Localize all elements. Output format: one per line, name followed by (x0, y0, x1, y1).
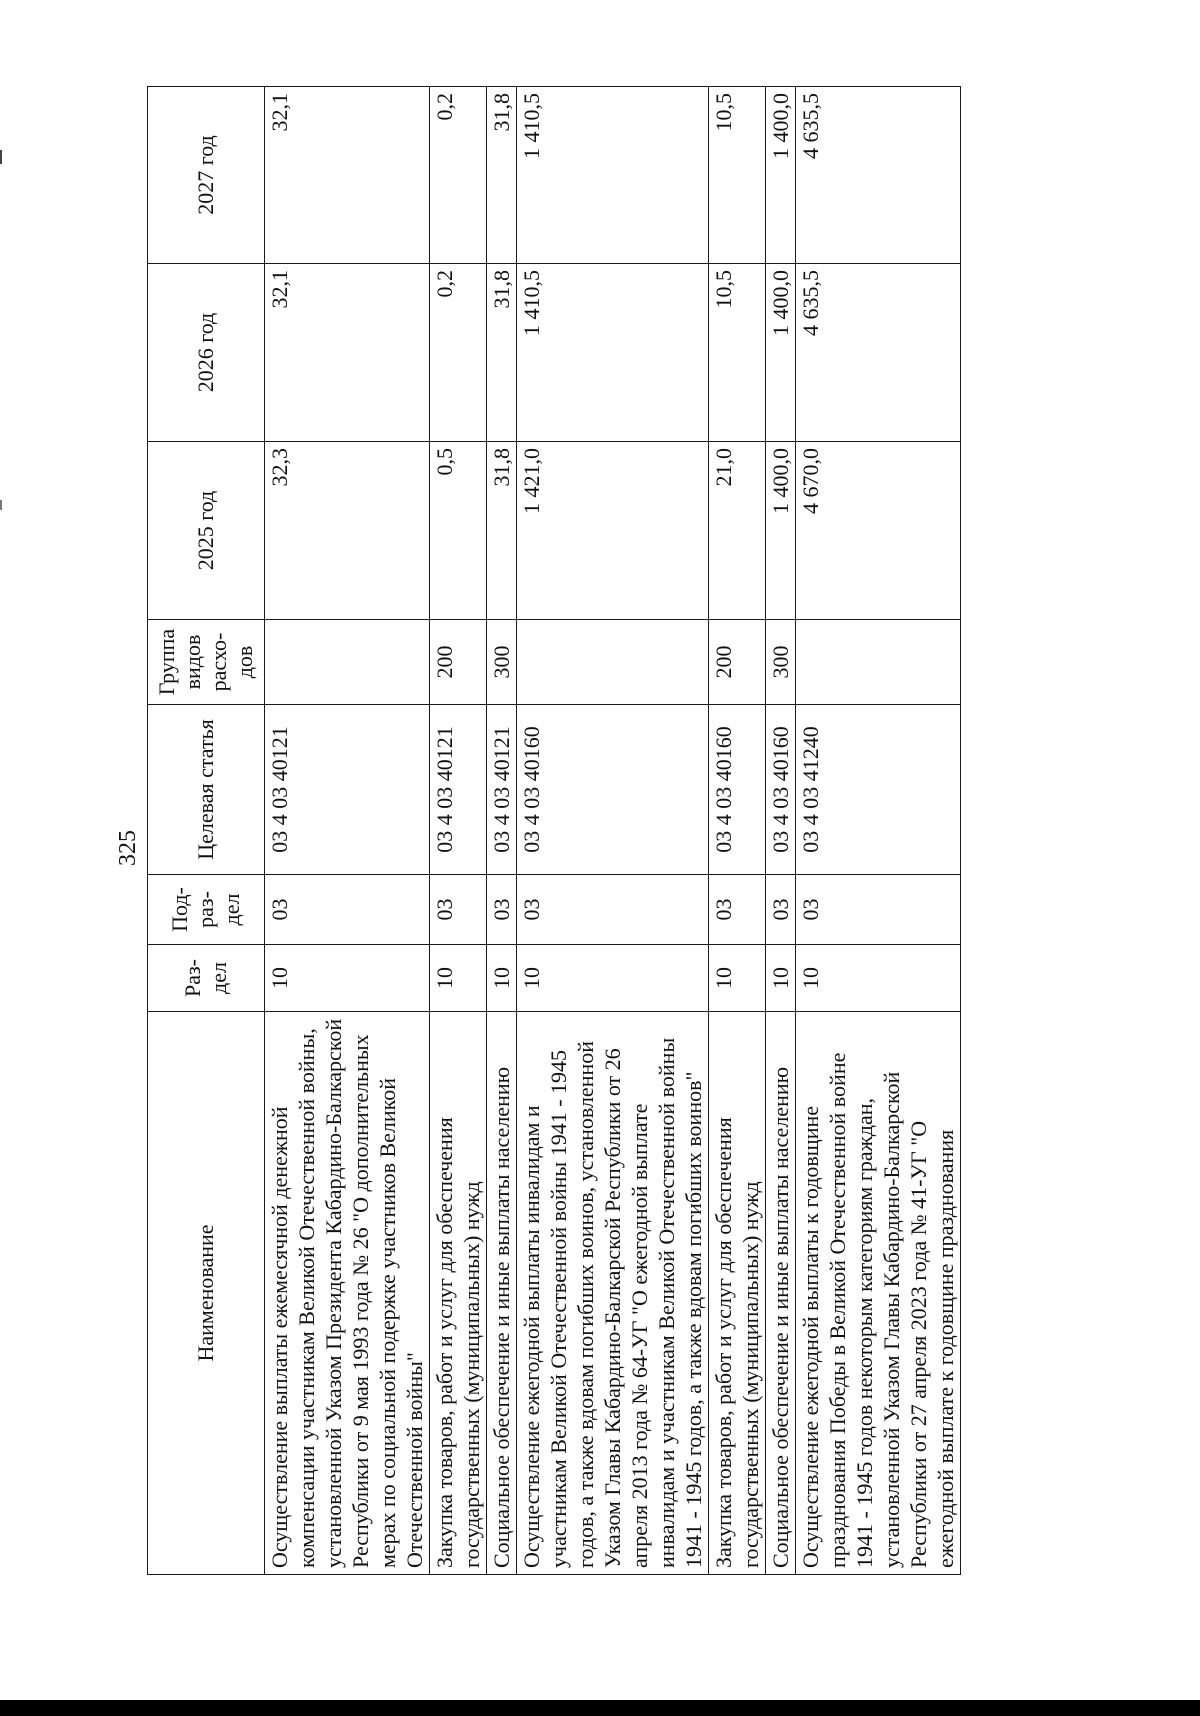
table-row (709, 87, 766, 1575)
header-target-article: Целевая статья (148, 705, 265, 875)
table-header-row (148, 87, 265, 1575)
header-subsection: Под-раз-дел (148, 875, 265, 945)
row-value-2026: 1 400,0 (766, 264, 796, 442)
row-group (796, 620, 961, 705)
row-value-2026: 10,5 (709, 264, 766, 442)
header-expense-group: Группа видов расхо-дов (148, 620, 265, 705)
row-value-2026: 4 635,5 (796, 264, 961, 442)
row-target: 03 4 03 41240 (796, 705, 961, 875)
header-year-2026: 2026 год (148, 264, 265, 442)
row-target: 03 4 03 40121 (430, 705, 487, 875)
budget-table (147, 86, 961, 1575)
scan-bottom-edge (0, 1700, 1200, 1716)
row-section: 10 (766, 945, 796, 1012)
row-target: 03 4 03 40160 (517, 705, 709, 875)
table-row (796, 87, 961, 1575)
row-value-2025: 32,3 (265, 442, 430, 620)
scan-edge-mark (0, 150, 2, 164)
header-name: Наименование (148, 1012, 265, 1575)
row-value-2027: 1 400,0 (766, 87, 796, 264)
row-value-2025: 1 400,0 (766, 442, 796, 620)
row-value-2026: 0,2 (430, 264, 487, 442)
row-section: 10 (517, 945, 709, 1012)
header-section: Раз-дел (148, 945, 265, 1012)
row-value-2027: 0,2 (430, 87, 487, 264)
row-section: 10 (265, 945, 430, 1012)
row-value-2025: 1 421,0 (517, 442, 709, 620)
row-subsection: 03 (265, 875, 430, 945)
row-value-2027: 32,1 (265, 87, 430, 264)
header-year-2025: 2025 год (148, 442, 265, 620)
row-value-2026: 1 410,5 (517, 264, 709, 442)
row-value-2026: 31,8 (487, 264, 517, 442)
row-group: 200 (709, 620, 766, 705)
row-value-2027: 10,5 (709, 87, 766, 264)
scan-edge-mark (0, 500, 2, 510)
row-group (265, 620, 430, 705)
rotated-table-container (147, 87, 1062, 1575)
row-name: Закупка товаров, работ и услуг для обеспечения государственных (муниципальных) нужд (709, 1012, 766, 1575)
row-section: 10 (709, 945, 766, 1012)
row-target: 03 4 03 40121 (265, 705, 430, 875)
row-group: 200 (430, 620, 487, 705)
row-target: 03 4 03 40160 (766, 705, 796, 875)
row-group (517, 620, 709, 705)
row-subsection: 03 (430, 875, 487, 945)
row-target: 03 4 03 40121 (487, 705, 517, 875)
row-value-2025: 4 670,0 (796, 442, 961, 620)
row-value-2026: 32,1 (265, 264, 430, 442)
row-target: 03 4 03 40160 (709, 705, 766, 875)
row-name: Закупка товаров, работ и услуг для обеспечения государственных (муниципальных) нужд (430, 1012, 487, 1575)
row-value-2027: 1 410,5 (517, 87, 709, 264)
row-value-2025: 21,0 (709, 442, 766, 620)
row-subsection: 03 (517, 875, 709, 945)
row-section: 10 (796, 945, 961, 1012)
row-section: 10 (487, 945, 517, 1012)
row-value-2025: 0,5 (430, 442, 487, 620)
row-value-2027: 31,8 (487, 87, 517, 264)
row-subsection: 03 (487, 875, 517, 945)
row-name: Осуществление ежегодной выплаты к годовщине празднования Победы в Великой Отечественной войне 1941 - 1945 годов некоторым категориям граждан, установленной Указом Главы Кабардино-Балкарской Республики от 27 апреля 2023 года № 41-УГ "О ежегодной выплате к годовщине празднования (796, 1012, 961, 1575)
table-row (430, 87, 487, 1575)
row-subsection: 03 (709, 875, 766, 945)
row-group: 300 (766, 620, 796, 705)
row-subsection: 03 (796, 875, 961, 945)
row-name: Осуществление выплаты ежемесячной денежной компенсации участникам Великой Отечественной войны, установленной Указом Президента Кабардино-Балкарской Республики от 9 мая 1993 года № 26 "О дополнительных мерах по социальной подержке участников Великой Отечественной войны" (265, 1012, 430, 1575)
row-name: Социальное обеспечение и иные выплаты населению (487, 1012, 517, 1575)
table-row (487, 87, 517, 1575)
row-subsection: 03 (766, 875, 796, 945)
table-row (265, 87, 430, 1575)
row-name: Социальное обеспечение и иные выплаты населению (766, 1012, 796, 1575)
table-row (766, 87, 796, 1575)
row-value-2025: 31,8 (487, 442, 517, 620)
page-number: 325 (115, 830, 141, 866)
header-year-2027: 2027 год (148, 87, 265, 264)
table-row (517, 87, 709, 1575)
row-name: Осуществление ежегодной выплаты инвалидам и участникам Великой Отечественной войны 1941 - 1945 годов, а также вдовам погибших воинов, установленной Указом Главы Кабардино-Балкарской Республики от 26 апреля 2013 года № 64-УГ "О ежегодной выплате инвалидам и участникам Великой Отечественной войны 1941 - 1945 годов, а также вдовам погибших воинов" (517, 1012, 709, 1575)
row-section: 10 (430, 945, 487, 1012)
row-group: 300 (487, 620, 517, 705)
row-value-2027: 4 635,5 (796, 87, 961, 264)
